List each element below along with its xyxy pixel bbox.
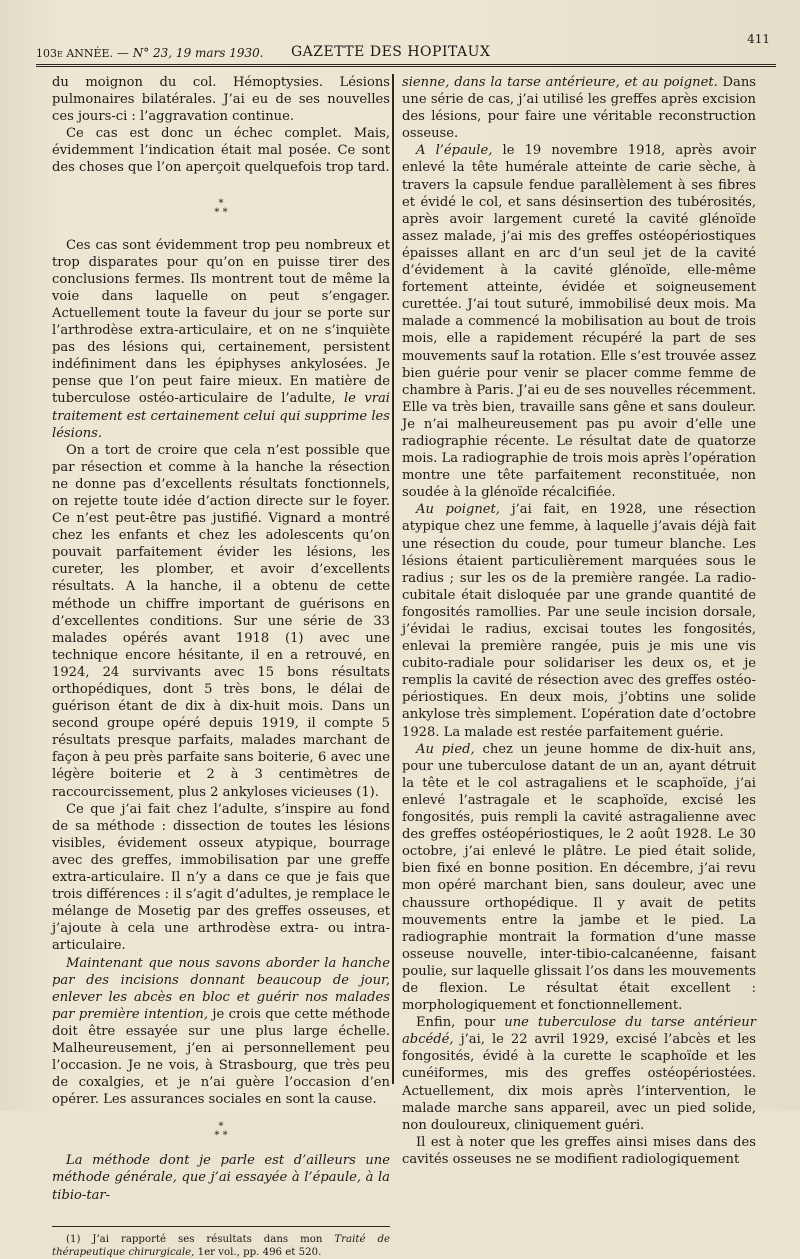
section-separator [52, 1122, 390, 1140]
paragraph: La méthode dont je parle est d’ailleurs une méthode générale, que j’ai essayée à l’épaule, à la tibio-tar- [52, 1153, 390, 1203]
emphasis-text: une tuberculose du tarse antérieur abcédé, [402, 1015, 756, 1048]
footnote-rule [52, 1226, 390, 1227]
separator-stars: * * [214, 206, 228, 218]
emphasis-text: A l’épaule, [416, 143, 493, 159]
paragraph: Il est à noter que les greffes ainsi mises dans des cavités osseuses ne se modifient radiologiquement [402, 1134, 756, 1167]
footnote-title: Traité de thérapeutique chirurgicale, [52, 1233, 390, 1258]
section-separator [52, 199, 390, 217]
paragraph [402, 1014, 756, 1134]
paragraph-text: Ces cas sont évidemment trop peu nombreux et trop disparates pour qu’on en puisse tirer des conclusions fermes. Ils montrent tout de même la voie dans laquelle on peut s’engager. Actuellement toute la faveur du jour se porte sur l’arthrodèse extra-articulaire, et on ne s’inquiète pas des lésions qui, certainement, persistent indéfiniment dans les épiphyses ankylosées. Je pense que l’on peut faire mieux. En matière de tuberculose ostéo-articulaire de l’adulte, [52, 237, 390, 407]
annee-label: 103e ANNÉE. [36, 47, 114, 60]
paragraph-text: chez un jeune homme de dix-huit ans, pour une tuberculose datant de un an, ayant détruit la tête et le col astragaliens et le scaphoïde, j’ai enlevé l’astragale et le scaphoïde, excisé les fongosités, puis rempli la cavité astragalienne avec des greffes ostéopériostiques, le 2 août 1928. Le 30 octobre, j’ai enlevé le plâtre. Le pied était solide, bien fixé en bonne position. En décembre, j’ai revu mon opéré marchant bien, sans douleur, avec une chaussure orthopédique. Il y avait de petits mouvements entre la jambe et le pied. La radiographie montrait la formation d’une masse osseuse nouvelle, inter-tibio-calcanéenne, faisant poulie, sur laquelle glissait l’os dans les mouvements de flexion. Le résultat était excellent : morphologiquement et fonctionnellement. [402, 741, 756, 1014]
paragraph-text: le 19 novembre 1918, après avoir enlevé la tête humérale atteinte de carie sèche, à travers la capsule fendue parallèlement à ses fibres et évidé le col, et sans désinsertion des tubérosités, après avoir largement cureté la cavité glénoïde assez malade, j’ai mis des greffes ostéopériostiques épaisses allant en arc d’un seul jet de la cavité d’évidement à la cavité glénoïde, elle-même fortement atteinte, évidée et soigneusement curettée. J’ai tout suturé, immobilisé deux mois. Ma malade a commencé la mobilisation au bout de trois mois, elle a rapidement récupéré la part de ses mouvements sauf la rotation. Elle s’est trouvée assez bien guérie pour venir se placer comme femme de chambre à Paris. J’ai eu de ses nouvelles récemment. Elle va très bien, travaille sans gêne et sans douleur. Je n’ai malheureusement pas pu avoir d’elle une radiographie récente. Le résultat date de quatorze mois. La radiographie de trois mois après l’opération montre une tête parfaitement reconstituée, non soudée à la glénoïde récalcifiée. [402, 143, 757, 501]
paragraph-text: Dans une série de cas, j’ai utilisé les greffes après excision des lésions, pour faire une véritable reconstruction osseuse. [402, 75, 757, 142]
emphasis-text: sienne, dans la tarse antérieure, et au poignet. [402, 75, 718, 90]
page-number: 411 [747, 32, 770, 46]
right-column [402, 74, 756, 1168]
paragraph [52, 237, 390, 442]
paragraph-text: j’ai fait, en 1928, une résection atypique chez une femme, à laquelle j’avais déjà fait une résection du coude, pour tumeur blanche. Les lésions étaient particulièrement marquées sous le radius ; sur les os de la première rangée. La radio-cubitale était disloquée par une grande quantité de fongosités ramollies. Par une seule incision dorsale, j’évidai le radius, excisai toutes les fongosités, enlevai la première rangée, puis je mis une vis cubito-radiale pour solidariser les deux os, et je remplis la cavité de résection avec des greffes ostéo-périostiques. En deux mois, j’obtins une solide ankylose très simplement. L’opération date d’octobre 1928. La malade est restée parfaitement guérie. [402, 502, 756, 740]
paragraph [402, 142, 756, 501]
journal-title: GAZETTE DES HOPITAUX [291, 44, 491, 60]
separator-stars: * * [214, 1130, 228, 1142]
paragraph [402, 74, 756, 142]
paragraph-text: Enfin, pour [416, 1015, 505, 1031]
left-column [52, 74, 390, 1259]
footnote-text: (1) J’ai rapporté ses résultats dans mon [66, 1233, 335, 1245]
paragraph: On a tort de croire que cela n’est possible que par résection et comme à la hanche la résection ne donne pas d’excellents résultats fonctionnels, on rejette toute idée d’action directe sur le foyer. Ce n’est peut-être pas justifié. Vignard a montré chez les enfants et chez les adolescents qu’on pouvait parfaitement évider les lésions, les cureter, les plomber, et avoir d’excellents résultats. A la hanche, il a obtenu de cette méthode un chiffre important de guérisons en d’excellentes conditions. Sur une série de 33 malades opérés avant 1918 (1) avec une technique encore hésitante, il en a retrouvé, en 1924, 24 survivants avec 15 bons résultats orthopédiques, dont 5 très bons, le délai de guérison étant de dix à dix-huit mois. Dans un second groupe opéré depuis 1919, il compte 5 résultats presque parfaits, malades marchant de façon à peu près parfaite sans boiterie, 6 avec une légère boiterie et 2 à 3 centimètres de raccourcissement, plus 2 ankyloses vicieuses (1). [52, 442, 390, 800]
column-divider [392, 74, 394, 1084]
paragraph [402, 501, 756, 740]
separator-star: * [218, 197, 224, 209]
paragraph: Ce cas est donc un échec complet. Mais, évidemment l’indication était mal posée. Ce sont des choses que l’on aperçoit quelquefois trop tard. [52, 126, 390, 176]
separator-star: * [218, 1121, 224, 1133]
emphasis-text: Au poignet, [416, 502, 500, 518]
footnote-end: 1er vol., pp. 496 et 520. [194, 1246, 322, 1258]
paragraph-text: je crois que cette méthode doit être essayée sur une plus large échelle. Malheureusement, j’en ai personnellement peu l’occasion. Je ne vois, à Strasbourg, que très peu de coxalgies, et je n’ai guère l’occasion d’en opérer. Les assurances sociales en sont la cause. [52, 1006, 390, 1108]
emphasis-text: Au pied, [416, 741, 475, 757]
emphasis-text: le vrai traitement est certainement celui qui supprime les lésions. [52, 391, 390, 441]
paragraph: Ce que j’ai fait chez l’adulte, s’inspire au fond de sa méthode : dissection de toutes les lésions visibles, évidement osseux atypique, bourrage avec des greffes, immobilisation par une greffe extra-articulaire. Il n’y a dans ce que je fais que trois différences : il s’agit d’adultes, je remplace le mélange de Mosetig par des greffes osseuses, et j’ajoute à cela une arthrodèse extra- ou intra-articulaire. [52, 801, 390, 954]
paragraph [52, 955, 390, 1109]
footnote [52, 1233, 390, 1259]
issue-date: — N° 23, 19 mars 1930. [113, 46, 264, 60]
paragraph: du moignon du col. Hémoptysies. Lésions pulmonaires bilatérales. J’ai eu de ses nouvelles ces jours-ci : l’aggravation continue. [52, 75, 390, 125]
paragraph [402, 741, 756, 1015]
paragraph-text: j’ai, le 22 avril 1929, excisé l’abcès et les fongosités, évidé à la curette le scaphoïde et les cunéiformes, mis des greffes ostéopériostées. Actuellement, dix mois après l’intervention, le malade marche sans appareil, avec un pied solide, non douloureux, cliniquement guéri. [402, 1032, 756, 1133]
emphasis-text: Maintenant que nous savons aborder la hanche par des incisions donnant beaucoup de jour, enlever les abcès en bloc et guérir nos malades par première intention, [52, 955, 390, 1022]
issue-info [36, 46, 264, 60]
page-header [36, 32, 776, 67]
